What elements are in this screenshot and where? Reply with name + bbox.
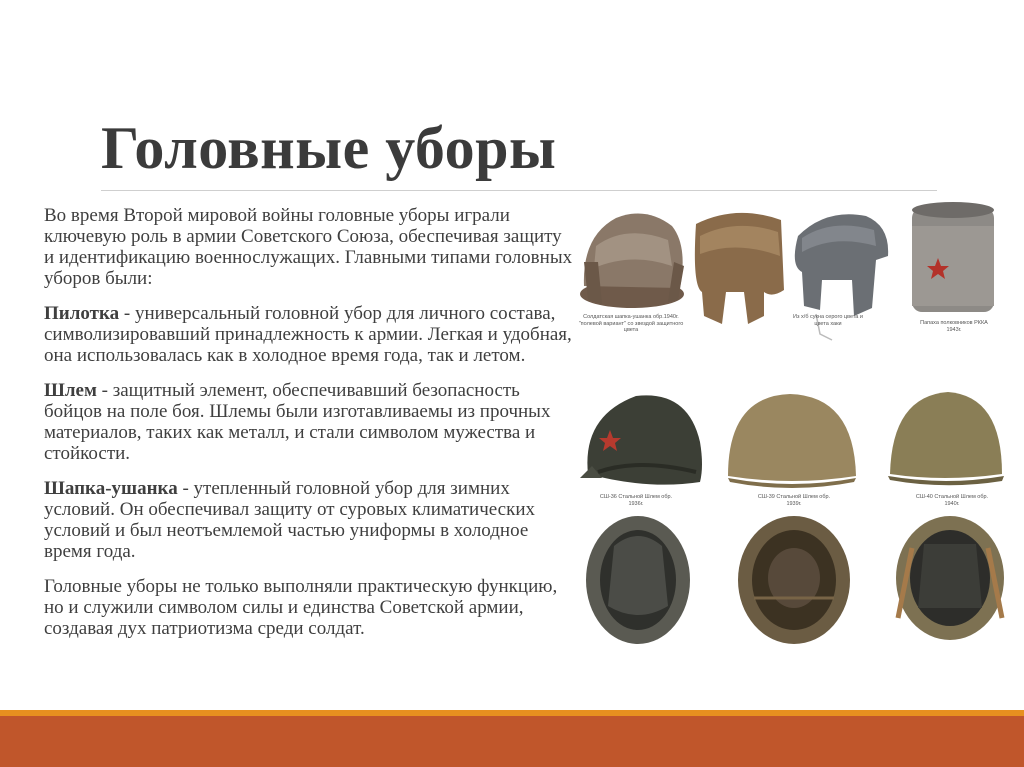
hat-caption-2: Из х/б сукна серого цвета и цвета хаки — [793, 314, 863, 327]
helmet-caption-2: СШ-39 Стальной Шлем обр. 1939г. — [757, 494, 831, 507]
hat-caption-3: Папаха полковников РККА 1943г. — [920, 320, 988, 333]
helmets-figure — [578, 386, 1008, 666]
ssh-40-helmet-image — [888, 392, 1004, 485]
intro-paragraph: Во время Второй мировой войны головные уборы играли ключевую роль в армии Советского Союза, обеспечивая защиту и идентификацию военнослужащих. Главными типами головных уборов были: — [44, 205, 573, 289]
ssh-36-interior-image — [586, 516, 690, 644]
item-term: Шлем — [44, 380, 97, 401]
helmets-illustration — [578, 386, 1008, 666]
ssh-39-interior-image — [738, 516, 850, 644]
item-pilotka — [44, 303, 574, 366]
conclusion-paragraph: Головные уборы не только выполняли практическую функцию, но и служили символом силы и единства Советской армии, создавая дух патриотизма среди солдат. — [44, 576, 558, 639]
ssh-36-helmet-image — [580, 395, 702, 484]
item-term: Пилотка — [44, 303, 120, 324]
item-shlem — [44, 380, 574, 464]
papakha-hat-image — [912, 202, 994, 312]
slide-body — [44, 205, 574, 653]
cloth-ushanka-brown-image — [695, 213, 784, 324]
footer-bar — [0, 716, 1024, 767]
ssh-40-interior-image — [896, 516, 1004, 640]
item-text: - универсальный головной убор для личного состава, символизировавший принадлежность к армии. Легкая и удобная, она использовалась как в холодное время года, так и летом. — [44, 303, 572, 366]
item-text: - утепленный головной убор для зимних условий. Он обеспечивал защиту от суровых климатических условий и был неотъемлемой частью униформы в холодное время года. — [44, 478, 536, 562]
hat-caption-1: Солдатская шапка-ушанка обр.1940г. "полевой вариант" со звездой защитного цвета — [578, 314, 684, 333]
ssh-39-helmet-image — [728, 394, 856, 488]
title-divider — [101, 190, 937, 191]
helmet-caption-1: СШ-36 Стальной Шлем обр. 1936г. — [599, 494, 673, 507]
slide-title: Головные уборы — [101, 115, 557, 181]
item-text: - защитный элемент, обеспечивавший безопасность бойцов на поле боя. Шлемы были изготавливаемы из прочных материалов, таких как металл, и стали символом мужества и стойкости. — [44, 380, 551, 464]
item-term: Шапка-ушанка — [44, 478, 178, 499]
helmet-caption-3: СШ-40 Стальной Шлем обр. 1940г. — [915, 494, 989, 507]
ushanka-hat-image — [580, 214, 684, 309]
item-ushanka — [44, 478, 574, 562]
winter-hats-figure — [576, 196, 996, 351]
